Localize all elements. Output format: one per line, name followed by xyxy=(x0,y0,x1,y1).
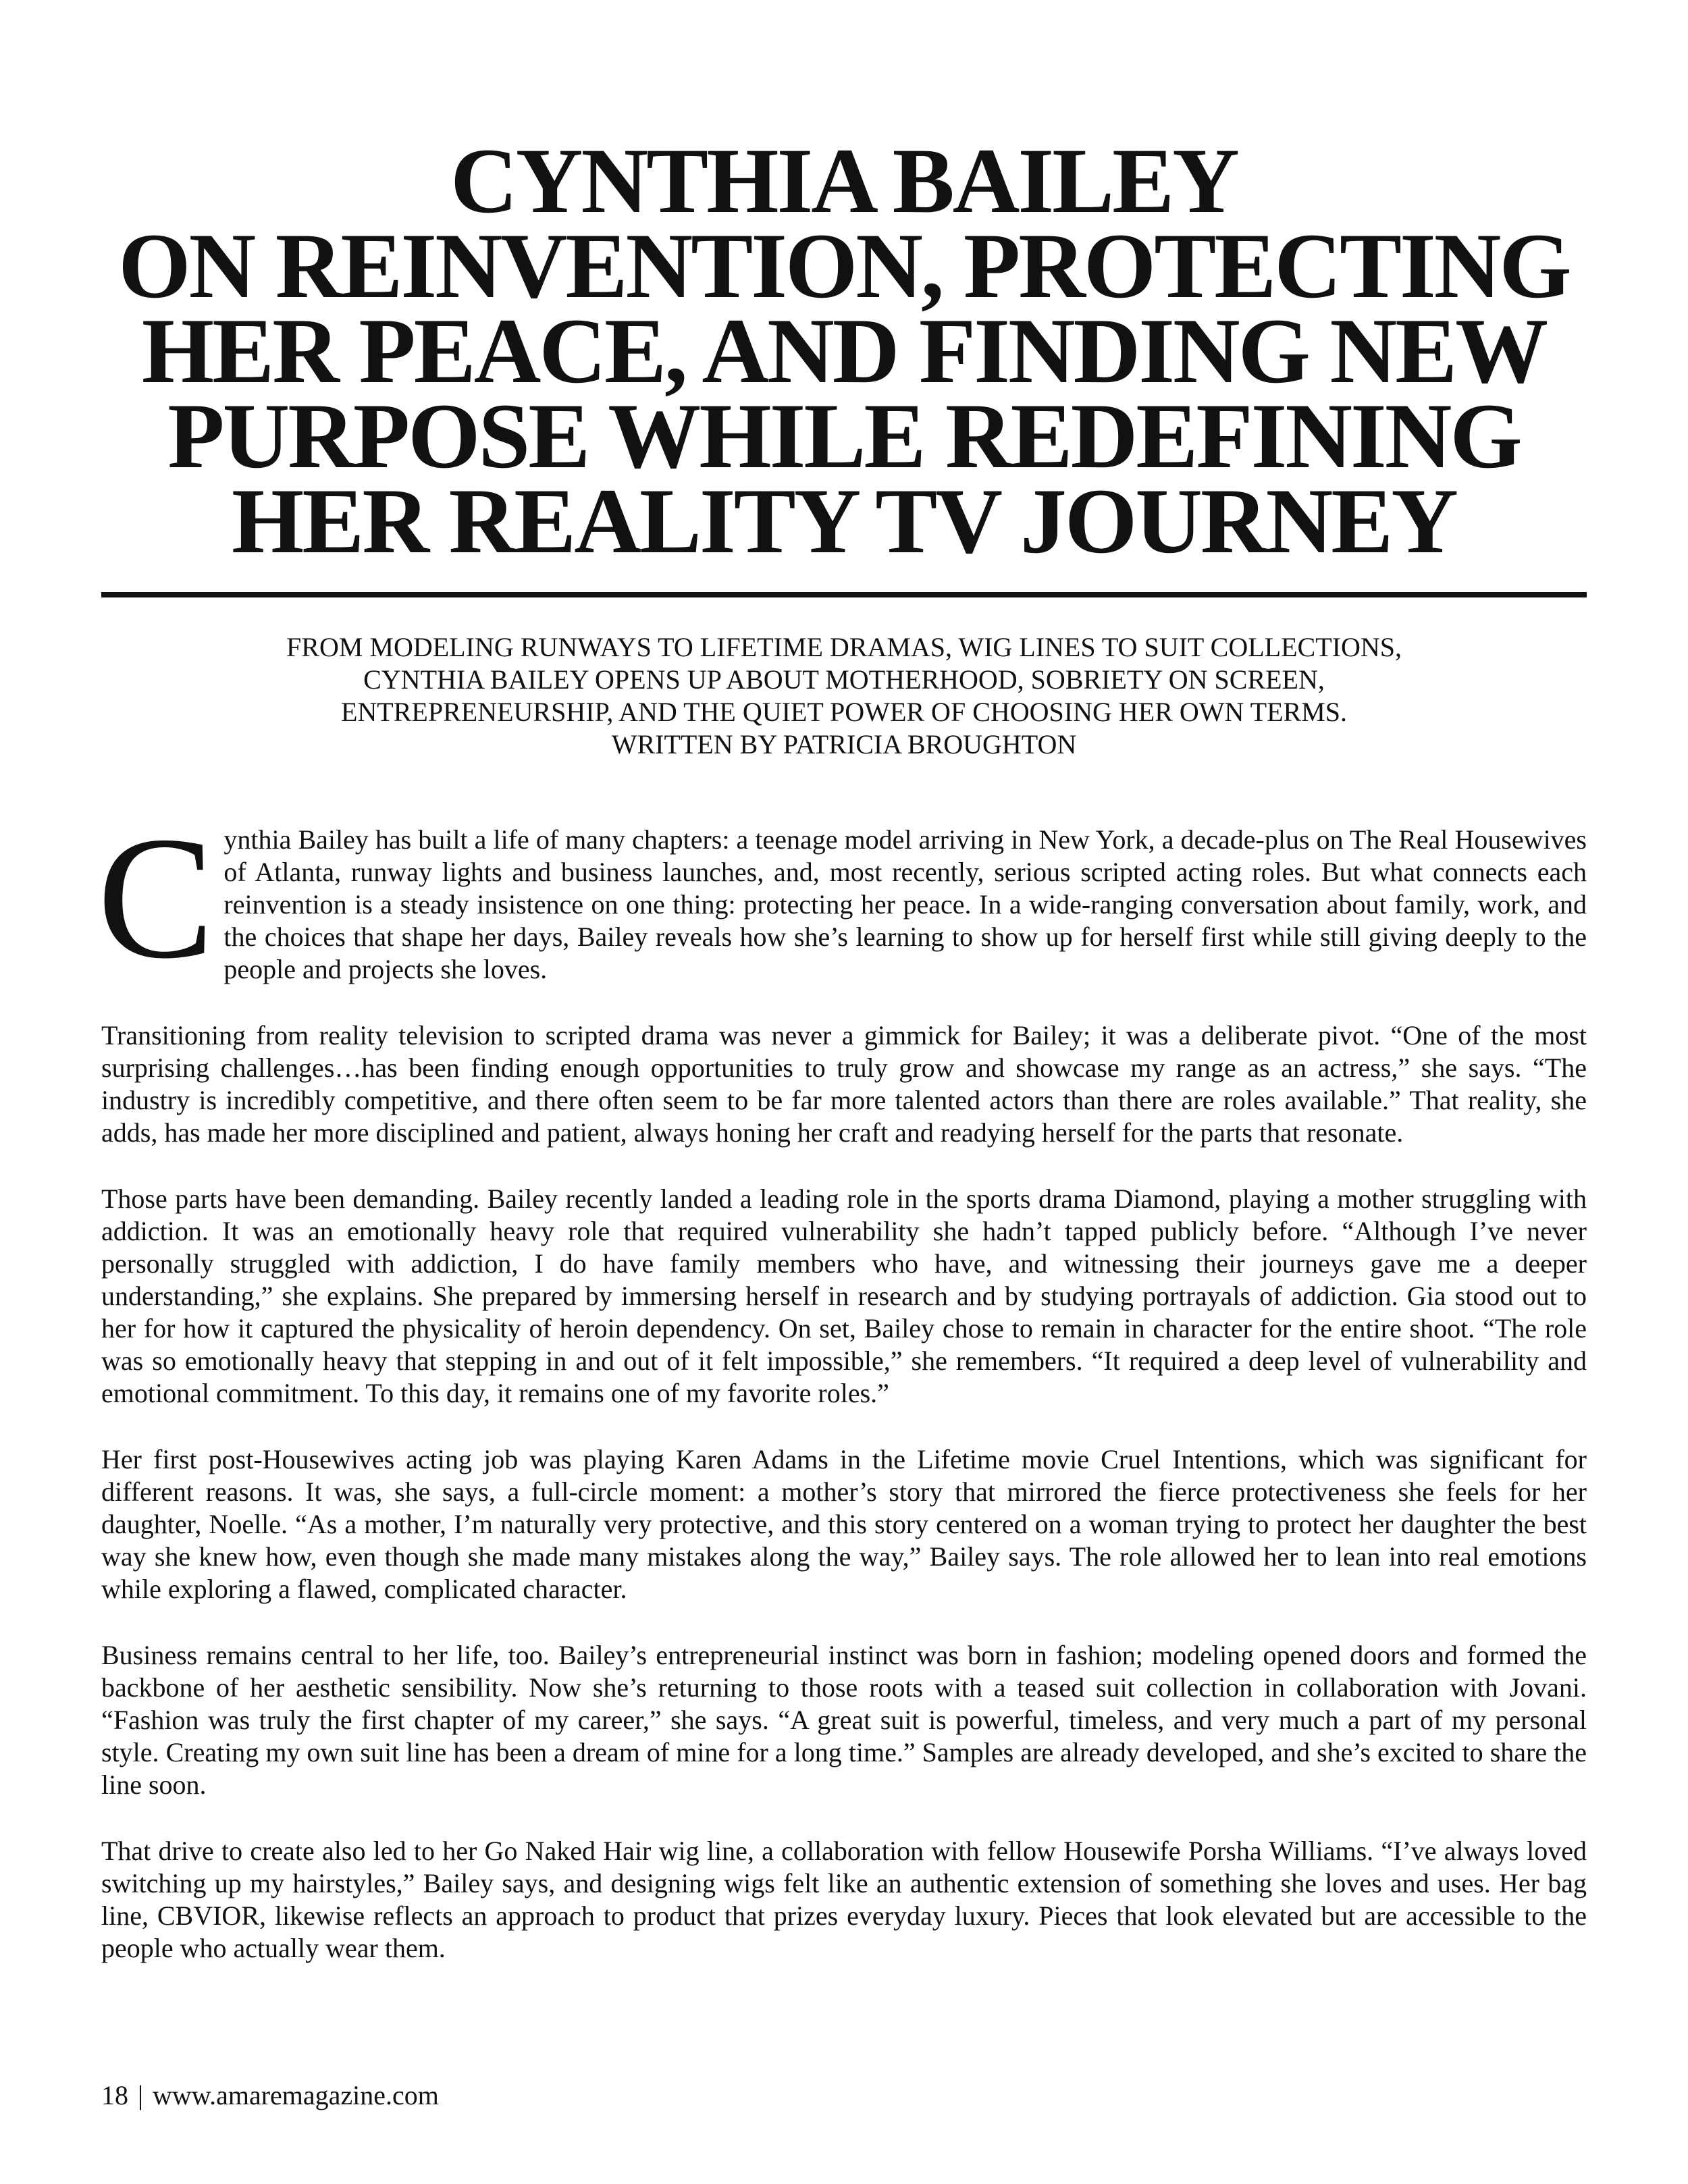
byline: WRITTEN BY PATRICIA BROUGHTON xyxy=(611,729,1077,760)
footer-separator: | xyxy=(138,2080,144,2110)
article-headline xyxy=(101,129,1587,572)
headline-line: HER PEACE, AND FINDING NEW xyxy=(141,299,1547,402)
page-number: 18 xyxy=(101,2080,128,2110)
article-paragraph-3: Those parts have been demanding. Bailey recently landed a leading role in the sports drama Diamond, playing a mother struggling with addiction. It was an emotionally heavy role that required vulnerability she hadn’t tapped publicly before. “Although I’ve never personally struggled with addiction, I do have family members who have, and witnessing their journeys gave me a deeper understanding,” she explains. She prepared by immersing herself in research and by studying portrayals of addiction. Gia stood out to her for how it captured the physicality of heroin dependency. On set, Bailey chose to remain in character for the entire shoot. “The role was so emotionally heavy that stepping in and out of it felt impossible,” she remembers. “It required a deep level of vulnerability and emotional commitment. To this day, it remains one of my favorite roles.” xyxy=(101,1183,1587,1408)
article-paragraph-2: Transitioning from reality television to scripted drama was never a gimmick for Bailey; it was a deliberate pivot. “One of the most surprising challenges…has been finding enough opportunities to truly grow and showcase my range as an actress,” she says. “The industry is incredibly competitive, and there often seem to be far more talented actors than there are roles available.” That reality, she adds, has made her more disciplined and patient, always honing her craft and readying herself for the parts that resonate. xyxy=(101,1020,1587,1148)
website-url: www.amaremagazine.com xyxy=(153,2080,439,2110)
headline-line: PURPOSE WHILE REDEFINING xyxy=(167,384,1521,487)
headline-line: ON REINVENTION, PROTECTING xyxy=(118,214,1570,317)
paragraph-text: ynthia Bailey has built a life of many chapters: a teenage model arriving in New York, a decade-plus on The Real Housewives of Atlanta, runway lights and business launches, and, most recently, serious scripted acting roles. But what connects each reinvention is a steady insistence on one thing: protecting her peace. In a wide-ranging conversation about family, work, and the choices that shape her days, Bailey reveals how she’s learning to show up for herself first while still giving deeply to the people and projects she loves. xyxy=(223,824,1587,984)
page-footer xyxy=(101,2079,439,2112)
deck-line: CYNTHIA BAILEY OPENS UP ABOUT MOTHERHOOD, SOBRIETY ON SCREEN, xyxy=(363,664,1325,695)
headline-divider xyxy=(101,592,1587,597)
drop-cap: C xyxy=(97,801,215,995)
article-paragraph-5: Business remains central to her life, too. Bailey’s entrepreneurial instinct was born in fashion; modeling opened doors and formed the backbone of her aesthetic sensibility. Now she’s returning to those roots with a teased suit collection in collaboration with Jovani. “Fashion was truly the first chapter of my career,” she says. “A great suit is powerful, timeless, and very much a part of my personal style. Creating my own suit line has been a dream of mine for a long time.” Samples are already developed, and she’s excited to share the line soon. xyxy=(101,1640,1587,1800)
deck-line: ENTREPRENEURSHIP, AND THE QUIET POWER OF CHOOSING HER OWN TERMS. xyxy=(340,697,1348,727)
article-paragraph-4: Her first post-Housewives acting job was playing Karen Adams in the Lifetime movie Cruel Intentions, which was significant for different reasons. It was, she says, a full-circle moment: a mother’s story that mirrored the fierce protectiveness she feels for her daughter, Noelle. “As a mother, I’m naturally very protective, and this story centered on a woman trying to protect her daughter the best way she knew how, even though she made many mistakes along the way,” Bailey says. The role allowed her to lean into real emotions while exploring a flawed, complicated character. xyxy=(101,1444,1587,1604)
article-paragraph-6: That drive to create also led to her Go Naked Hair wig line, a collaboration with fellow Housewife Porsha Williams. “I’ve always loved switching up my hairstyles,” Bailey says, and designing wigs felt like an authentic extension of something she loves and uses. Her bag line, CBVIOR, likewise reflects an approach to product that prizes everyday luxury. Pieces that look elevated but are accessible to the people who actually wear them. xyxy=(101,1836,1587,1963)
headline-line: HER REALITY TV JOURNEY xyxy=(232,469,1456,572)
deck-line: FROM MODELING RUNWAYS TO LIFETIME DRAMAS, WIG LINES TO SUIT COLLECTIONS, xyxy=(286,632,1402,662)
article-deck xyxy=(101,631,1587,761)
article-body xyxy=(97,801,1587,1998)
headline-line: CYNTHIA BAILEY xyxy=(450,129,1238,232)
article-paragraph-1 xyxy=(97,801,1587,995)
